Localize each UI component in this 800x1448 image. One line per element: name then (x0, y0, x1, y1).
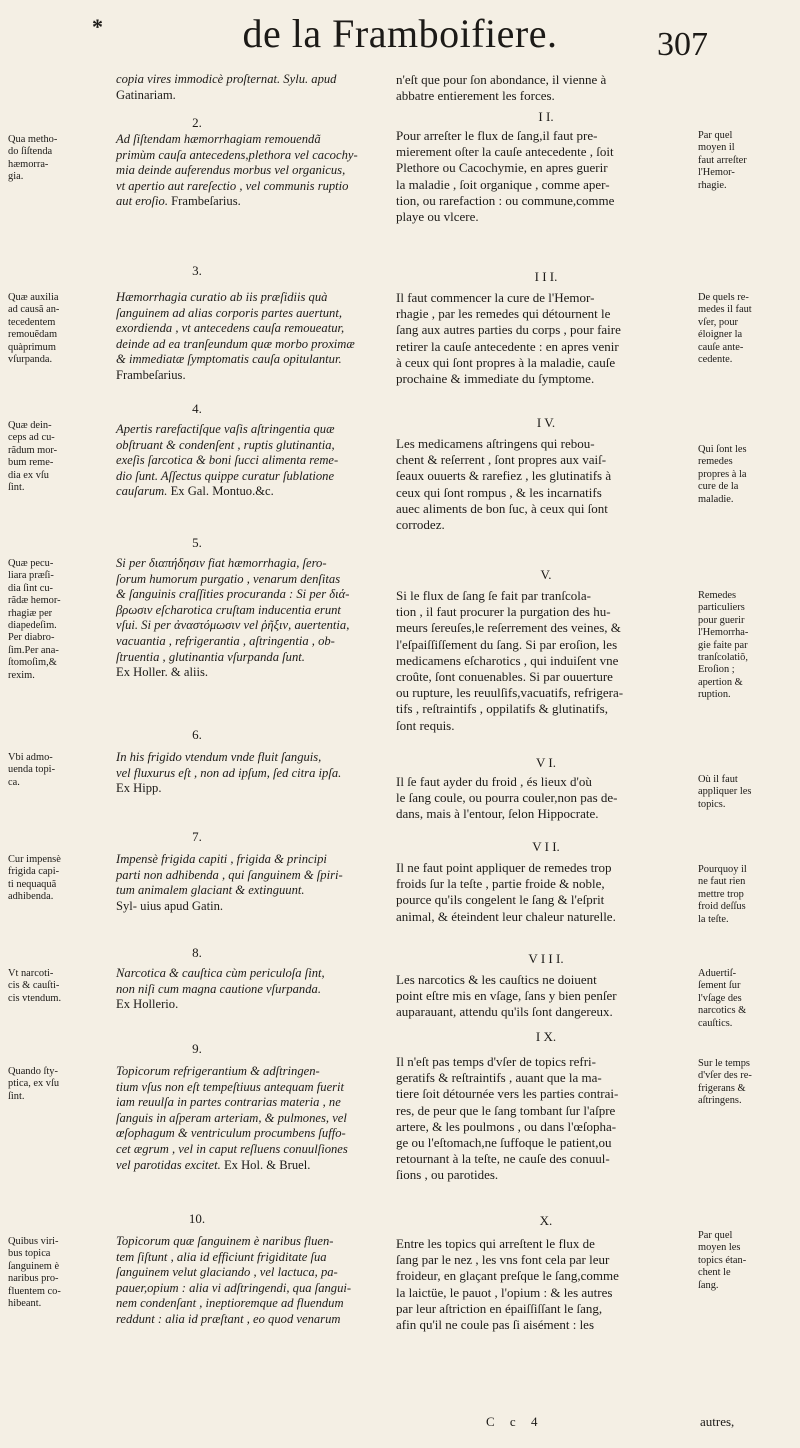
text-line: cet ægrum , vel in caput reſluens conuulſiones (116, 1141, 348, 1156)
source-citation: Ex Hipp. (116, 781, 162, 796)
margin-line: Aduertiſ- (698, 968, 737, 979)
margin-line: dia ex vſu (8, 469, 49, 481)
source-citation: Frambeſarius. (171, 194, 241, 209)
margin-line: Per diabro- (8, 632, 55, 644)
margin-line: adhibenda. (8, 891, 54, 903)
text-line: cauſarum. (116, 484, 168, 499)
text-line: tem ſiſtunt , alia id efficiunt frigiditate ſua (116, 1249, 327, 1264)
text-line: βρωσιν eſcharotica cruſtam inducentia erunt (116, 602, 341, 617)
text-line: parti non adhibenda , qui ſanguinem & ſpiri- (116, 867, 343, 882)
text-line: auec aliments de bon ſuc, à ceux qui ſont (396, 500, 608, 516)
margin-line: Quando ſty- (8, 1066, 58, 1077)
text-line: ſtruentia , glutinantia vſurpanda ſunt. (116, 649, 305, 664)
text-line: n'eſt que pour ſon abondance, il vienne à (396, 72, 607, 87)
section-number: 9. (192, 1041, 202, 1056)
text-line: tum animalem glaciant & extinguunt. (116, 883, 305, 898)
right-section-5 (396, 566, 792, 733)
text-line: point eſtre mis en vſage, ſans y bien penſer (396, 988, 617, 1004)
margin-line: Par quel (698, 1230, 733, 1241)
latin-paragraph (116, 556, 384, 681)
text-line: vel fluxurus eſt , non ad ipſum, ſed citra ipſa. (116, 765, 342, 780)
margin-line: cis vtendum. (8, 992, 62, 1004)
margin-line: l'Hemorrha- (698, 627, 749, 639)
text-line: ſanguis in aſperam arteriam, & pulmones, vel (116, 1110, 347, 1125)
margin-line: ti nequaquã (8, 878, 57, 890)
text-line: tium vſus non eſt tempeſtiuus antequam fuerit (116, 1079, 345, 1094)
margin-line: diapedeſim. (8, 620, 57, 632)
margin-line: do ſiſtenda (8, 146, 53, 158)
margin-line: dia ſint cu- (8, 582, 54, 594)
right-intro (396, 72, 696, 104)
margin-line: particuliers (698, 602, 745, 614)
french-paragraph (396, 290, 696, 387)
margin-line: remouẽdam (8, 329, 58, 341)
source-citation: Ex Hol. & Bruel. (223, 1157, 311, 1172)
text-line: aut eroſio. (116, 194, 169, 209)
text-line: playe ou vlcere. (396, 209, 479, 225)
margin-line: uenda topi- (8, 764, 56, 776)
text-line: Il ſe faut ayder du froid , és lieux d'où (396, 774, 592, 789)
margin-note (8, 968, 68, 1005)
margin-line: Sur le temps (698, 1058, 750, 1069)
text-line: Plethore ou Cacochymie, en apres guerir (396, 160, 608, 176)
margin-line: Cur impensè (8, 854, 61, 865)
text-line: Il faut commencer la cure de l'Hemor- (396, 290, 595, 305)
margin-line: frigida capi- (8, 866, 60, 878)
margin-line: cauſtics. (698, 1017, 733, 1029)
margin-line: Qui ſont les (698, 444, 747, 455)
margin-line: chent le (698, 1267, 731, 1279)
text-line: prochaine & immediate du ſymptome. (396, 371, 595, 387)
margin-line: ſang. (698, 1279, 719, 1291)
text-line: Topicorum quæ ſanguinem è naribus fluen- (116, 1234, 334, 1248)
text-line: corrodez. (396, 517, 445, 533)
margin-line: Pourquoy il (698, 864, 747, 875)
margin-line: gie faite par (698, 639, 748, 651)
margin-line: Remedes (698, 590, 737, 601)
text-line: la maladie , ſoit organique , comme aper- (396, 176, 610, 192)
margin-line: cure de la (698, 481, 739, 493)
margin-line: Quæ auxilia (8, 292, 59, 303)
margin-line: cis & cauſti- (8, 980, 60, 992)
margin-note (8, 1236, 68, 1310)
latin-paragraph (116, 290, 384, 384)
margin-line: mettre trop (698, 888, 744, 900)
right-section-8 (396, 950, 792, 1029)
text-line: vt apertio aut rareſectio , vel communis ruptio (116, 178, 349, 193)
page-number: 307 (657, 26, 708, 63)
text-line: ſions , ou parotides. (396, 1167, 499, 1183)
margin-note (698, 444, 790, 506)
margin-line: hibeant. (8, 1298, 42, 1310)
margin-line: liara præſi- (8, 570, 54, 582)
latin-paragraph (116, 966, 384, 1013)
text-line: meurs ſereuſes,le reſerrement des veines, & (396, 620, 621, 636)
left-section-9 (8, 1040, 386, 1172)
text-line: & ſanguinis craſſities procuranda : Si per διά- (116, 587, 350, 602)
text-line: auparauant, attendu qu'ils ſont dangereux. (396, 1004, 613, 1020)
margin-line: propres à la (698, 468, 747, 480)
section-number: 6. (192, 727, 202, 742)
left-section-7 (8, 828, 386, 913)
margin-line: moyen les (698, 1242, 741, 1254)
text-line: l'eſpaiſſiſſement du ſang. Si par eroſion, les (396, 636, 618, 652)
margin-line: rexim. (8, 669, 35, 681)
text-line: Si le flux de ſang ſe fait par tranſcola- (396, 588, 591, 603)
text-line: vacuantia , refrigerantia , aſtringentia , ob- (116, 633, 335, 648)
text-line: ſang par le nez , les vns font cela par leur (396, 1252, 610, 1268)
left-section-8 (8, 944, 386, 1012)
french-paragraph (396, 1054, 696, 1184)
margin-note (698, 864, 790, 926)
french-paragraph (396, 774, 696, 823)
text-line: deinde ad ea tranſeundum quæ morbo proximæ (116, 336, 355, 351)
text-line: retirer la cauſe antecedente : en apres venir (396, 338, 619, 354)
text-line: mia deinde auferendus morbus vel organicus, (116, 163, 346, 178)
left-section-5 (8, 534, 386, 681)
text-line: exordienda , vt antecedens cauſa remoueatur, (116, 321, 345, 336)
text-line: ge ou l'eſtomach,ne ſuffoque le patient,ou (396, 1135, 612, 1151)
text-line: primùm cauſa antecedens,plethora vel cacochy- (116, 147, 358, 162)
margin-line: ſanguinem è (8, 1260, 60, 1272)
margin-note (698, 292, 790, 366)
margin-line: ſtomoſim,& (8, 657, 57, 669)
text-line: tifs , reſtraintifs , oppilatifs & glutinatifs, (396, 701, 608, 717)
latin-paragraph (116, 132, 384, 210)
margin-line: tranſcolatiõ, (698, 652, 748, 664)
text-line: exeſis ſarcotica & boni ſucci alimenta reme- (116, 453, 339, 468)
section-number: I V. (536, 415, 556, 430)
margin-note (698, 1230, 790, 1292)
source-citation: Ex Holler. & aliis. (116, 665, 208, 680)
text-line: par leur aſtriction en épaiſſiſſant le ſang, (396, 1300, 603, 1316)
asterisk-mark: * (92, 14, 103, 39)
margin-line: ſement ſur (698, 980, 741, 992)
left-section-10 (8, 1210, 386, 1326)
margin-line: froid deſſus (698, 901, 746, 913)
margin-note (8, 752, 68, 789)
margin-line: Où il faut (698, 774, 738, 785)
catchword: autres, (700, 1414, 735, 1429)
text-line: res, de peur que le ſang tombant ſur l'aſpre (396, 1102, 616, 1118)
margin-line: ruption. (698, 689, 731, 701)
margin-line: frigerans & (698, 1082, 746, 1094)
margin-line: ſint. (8, 482, 25, 494)
section-number: 3. (192, 263, 202, 278)
margin-line: aſtringens. (698, 1095, 742, 1107)
section-number: I X. (535, 1029, 557, 1044)
section-number: 5. (192, 535, 202, 550)
margin-note (8, 854, 68, 904)
margin-line: apertion & (698, 676, 743, 688)
text-line: Topicorum refrigerantium & adſtringen- (116, 1064, 320, 1078)
left-section-2 (8, 114, 386, 209)
margin-line: rhagie. (698, 179, 727, 191)
text-line: tion, ou rarefaction : ou commune,comme (396, 192, 615, 208)
right-section-4 (396, 414, 792, 533)
margin-line: Eroſion ; (698, 664, 735, 676)
latin-paragraph (116, 852, 384, 914)
text-line: ſeaux ouuerts & rarefiez , les glutinatifs à (396, 468, 612, 484)
margin-line: la teſte. (698, 913, 729, 925)
margin-line: l'vſage des (698, 992, 742, 1004)
margin-line: gia. (8, 171, 24, 183)
margin-line: vſer, pour (698, 316, 738, 328)
margin-note (698, 968, 790, 1030)
french-paragraph (396, 972, 696, 1021)
section-number: I I I. (534, 269, 558, 284)
text-line: rhagie , par les remedes qui détournent le (396, 306, 611, 322)
text-line: ou rupture, les reuulſifs,vacuatifs, refrigera- (396, 685, 624, 701)
margin-line: narcotics & (698, 1005, 747, 1017)
margin-line: Par quel (698, 130, 733, 141)
text-line: non niſi cum magna cautione vſurpanda. (116, 981, 321, 996)
margin-line: Quæ dein- (8, 420, 52, 431)
margin-line: appliquer les (698, 786, 752, 798)
text-line: obſtruant & condenſent , ruptis glutinantia, (116, 437, 335, 452)
text-line: iam reuulſa in partes contrarias materia , ne (116, 1095, 341, 1110)
margin-line: ca. (8, 776, 20, 788)
section-number: 4. (192, 401, 202, 416)
section-number: 7. (192, 829, 202, 844)
margin-note (698, 1058, 790, 1108)
text-line: pauer,opium : alia vi adſtringendi, qua ſangui- (116, 1280, 352, 1295)
text-line: vſui. Si per ἀναστόμωσιν vel ῥῆξιν, auertentia, (116, 618, 350, 633)
running-title: de la Framboifiere. (242, 11, 558, 56)
french-paragraph (396, 436, 696, 533)
text-line: Les narcotics & les cauſtics ne doiuent (396, 972, 597, 987)
text-line: pource qu'ils congelent le ſang & l'eſprit (396, 892, 605, 908)
section-number: X. (539, 1213, 553, 1228)
source-citation: Ex Gal. Montuo.&c. (170, 484, 274, 499)
section-number: I I. (538, 109, 554, 124)
margin-line: Qua metho- (8, 134, 58, 145)
margin-line: Vbi admo- (8, 752, 53, 763)
text-line: à ceux qui ſont propres à la maladie, cauſe (396, 354, 616, 370)
source-citation: Ex Hollerio. (116, 997, 179, 1012)
margin-line: ptica, ex vſu (8, 1078, 60, 1090)
margin-line: ſint. (8, 1090, 25, 1102)
section-number: 10. (188, 1211, 206, 1226)
margin-line: naribus pro- (8, 1273, 59, 1285)
margin-line: cauſe ante- (698, 341, 744, 353)
right-section-7 (396, 838, 792, 925)
latin-paragraph (116, 422, 384, 500)
text-line: Apertis rarefactiſque vaſis aſtringentia quæ (116, 422, 335, 436)
french-paragraph (396, 1236, 696, 1333)
margin-line: tecedentem (8, 316, 56, 328)
margin-line: De quels re- (698, 292, 749, 303)
text-line: Hæmorrhagia curatio ab iis præſidiis quà (116, 290, 328, 304)
text-line: artere, & les poulmons , ou dans l'œſopha- (396, 1118, 617, 1134)
text-line: dio ſunt. Aſſectus quippe curatur ſublatione (116, 468, 335, 483)
french-paragraph (396, 588, 696, 734)
margin-line: maladie. (698, 493, 734, 505)
margin-line: Quæ pecu- (8, 558, 54, 569)
page-header (0, 8, 800, 64)
margin-line: remedes (698, 456, 733, 468)
text-line: œſophagum & ventriculum procumbens ſuffo- (116, 1126, 346, 1141)
text-line: tion , il faut procurer la purgation des hu- (396, 604, 611, 620)
margin-line: faut arreſter (698, 154, 747, 166)
text-line: ceux qui ſont rompus , & les incarnatifs (396, 484, 602, 500)
margin-line: pour guerir (698, 614, 745, 626)
margin-line: bum reme- (8, 457, 54, 469)
text-line: afin qu'il ne coule pas ſi aisément : les (396, 1317, 595, 1333)
right-section-9 (396, 1028, 792, 1183)
text-line: mierement oſter la cauſe antecedente , ſoit (396, 144, 614, 160)
signature-mark: C c 4 (486, 1414, 544, 1429)
text-line: Il ne faut point appliquer de remedes trop (396, 860, 612, 875)
section-number: V I. (536, 755, 556, 770)
text-line: ſang aux autres parties du corps , pour faire (396, 322, 621, 338)
section-number: 2. (192, 115, 202, 130)
margin-line: fluentem co- (8, 1285, 61, 1297)
text-line: vel parotidas excitet. (116, 1157, 221, 1172)
text-line: abbatre entierement les forces. (396, 88, 555, 104)
margin-line: moyen il (698, 142, 735, 154)
margin-line: medes il faut (698, 304, 752, 316)
text-line: reddunt : alia id præſtant , eo quod venarum (116, 1311, 341, 1326)
margin-line: éloigner la (698, 329, 743, 341)
text-line: dans, mais à l'entour, ſelon Hippocrate. (396, 806, 599, 822)
text-line: chent & reſerrent , ſont propres aux vaiſ- (396, 452, 607, 468)
margin-line: quàprimum (8, 341, 56, 353)
latin-paragraph (116, 750, 384, 797)
text-line: tiere ſoit détournée vers les parties contrai- (396, 1086, 619, 1102)
left-section-3 (8, 262, 386, 382)
text-line: Impensè frigida capiti , frigida & principi (116, 852, 327, 866)
text-line: froids ſur la teſte , partie froide & noble, (396, 876, 605, 892)
right-section-2 (396, 108, 792, 225)
margin-line: d'vſer des re- (698, 1070, 752, 1082)
margin-line: rãdum mor- (8, 444, 58, 456)
text-line: & immediatæ ſymptomatis cauſa opitulantur. (116, 352, 342, 367)
text-line: ſanguinem ad alias corporis partes auertunt, (116, 305, 342, 320)
text-line: Pour arreſter le flux de ſang,il faut pre- (396, 128, 598, 143)
right-section-6 (396, 754, 792, 822)
right-section-3 (396, 268, 792, 387)
margin-note (698, 590, 790, 702)
text-line: la laictüe, le pauot , l'opium : & les autres (396, 1284, 613, 1300)
margin-line: ceps ad cu- (8, 432, 55, 444)
text-line: Si per διαπήδησιν fiat hæmorrhagia, ſero- (116, 556, 327, 570)
text-line: geratifs & reſtraintifs , auant que la ma- (396, 1070, 602, 1086)
text-line: Narcotica & cauſtica cùm periculoſa ſint, (116, 966, 325, 980)
text-line: Il n'eſt pas temps d'vſer de topics refri- (396, 1054, 596, 1069)
section-number: V I I I. (528, 951, 564, 966)
text-line: ſanguinem velut glaciando , vel lactuca, pa- (116, 1265, 338, 1280)
margin-note (8, 420, 68, 494)
margin-note (8, 134, 68, 184)
text-line: ſont requis. (396, 717, 455, 733)
margin-line: ad causã an- (8, 304, 60, 316)
left-section-4 (8, 400, 386, 499)
margin-line: topics étan- (698, 1254, 747, 1266)
margin-line: topics. (698, 798, 726, 810)
source-citation: Frambeſarius. (116, 367, 186, 382)
left-section-6 (8, 726, 386, 796)
margin-line: rãdæ hemor- (8, 595, 61, 607)
margin-line: hæmorra- (8, 158, 49, 170)
text-line: Gatinariam. (116, 87, 176, 102)
text-line: ſorum humorum purgatio , venarum denſitas (116, 571, 341, 586)
margin-note (8, 558, 68, 682)
section-number: V I I. (532, 839, 560, 854)
margin-line: Quibus viri- (8, 1236, 59, 1247)
margin-note (698, 130, 790, 192)
text-line: croûte, ſont conuenables. Si par ouuerture (396, 669, 613, 685)
margin-line: rhagiæ per (8, 607, 53, 619)
margin-note (8, 292, 68, 366)
margin-line: ne faut rien (698, 876, 746, 888)
text-line: retournant à la teſte, ne cauſe des conuul- (396, 1151, 610, 1167)
margin-line: Vt narcoti- (8, 968, 54, 979)
latin-paragraph (116, 1064, 384, 1173)
text-line: Ad ſiſtendam hæmorrhagiam remouendã (116, 132, 321, 146)
margin-line: vſurpanda. (8, 354, 53, 366)
source-citation: Syl- uius apud Gatin. (116, 898, 224, 913)
text-line: medicamens eſcharotics , qui induiſent vne (396, 652, 619, 668)
french-paragraph (396, 128, 696, 225)
margin-note (698, 774, 790, 811)
text-line: froideur, en glaçant preſque le ſang,comme (396, 1268, 619, 1284)
margin-line: cedente. (698, 354, 733, 366)
text-line: animal, & éteindent leur chaleur naturelle. (396, 908, 616, 924)
latin-paragraph (116, 1234, 384, 1328)
text-line: le ſang coule, ou pourra couler,non pas de- (396, 790, 618, 806)
margin-note (8, 1066, 68, 1103)
text-line: Entre les topics qui arreſtent le flux de (396, 1236, 595, 1251)
section-number: V. (540, 567, 552, 582)
text-line: Les medicamens aſtringens qui rebou- (396, 436, 595, 451)
left-intro (116, 72, 384, 103)
margin-line: bus topica (8, 1248, 51, 1260)
margin-line: l'Hemor- (698, 167, 735, 179)
section-number: 8. (192, 945, 202, 960)
text-line: nem condenſant , ineptioremque ad fluendum (116, 1296, 344, 1311)
text-line: In his frigido vtendum vnde fluit ſanguis, (116, 750, 322, 764)
text-line: copia vires immodicè proſternat. Sylu. apud (116, 72, 337, 86)
french-paragraph (396, 860, 696, 925)
margin-line: ſim.Per ana- (8, 644, 59, 656)
right-section-10 (396, 1212, 792, 1333)
